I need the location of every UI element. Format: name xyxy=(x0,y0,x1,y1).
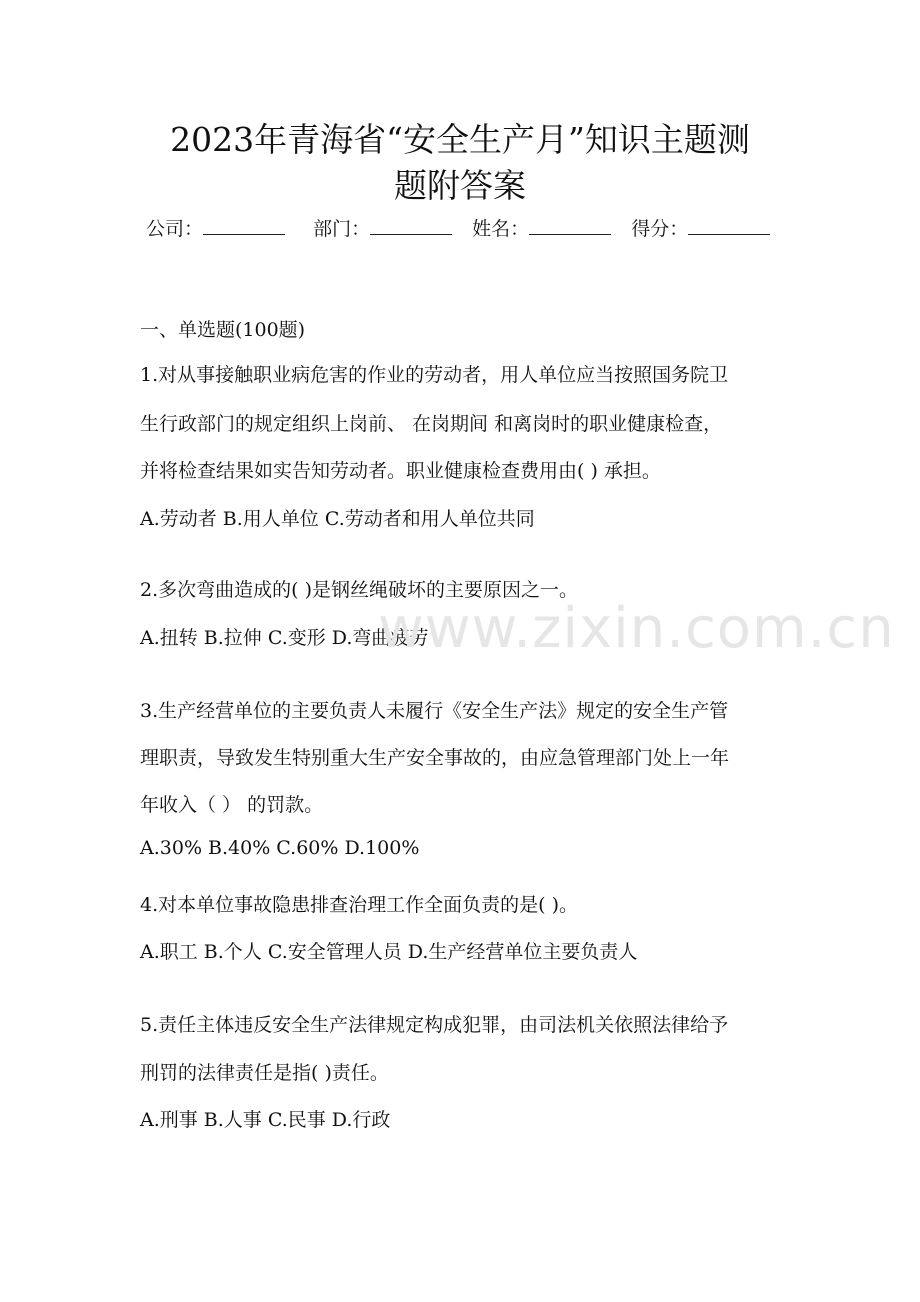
question-4-options: A.职工 B.个人 C.安全管理人员 D.生产经营单位主要负责人 xyxy=(140,941,638,963)
question-5-options: A.刑事 B.人事 C.民事 D.行政 xyxy=(140,1109,391,1131)
question-1-options: A.劳动者 B.用人单位 C.劳动者和用人单位共同 xyxy=(140,508,535,530)
question-5-line-1: 5.责任主体违反安全生产法律规定构成犯罪，由司法机关依照法律给予 xyxy=(140,1014,729,1036)
score-blank-line xyxy=(688,216,770,235)
department-label: 部门： xyxy=(313,218,371,240)
company-label: 公司： xyxy=(146,218,204,240)
info-fields-row xyxy=(146,216,786,242)
question-5-line-2: 刑罚的法律责任是指( )责任。 xyxy=(140,1062,389,1084)
score-field xyxy=(631,216,770,242)
question-2-line-1: 2.多次弯曲造成的( )是钢丝绳破坏的主要原因之一。 xyxy=(140,579,578,601)
question-3-line-2: 理职责，导致发生特别重大生产安全事故的，由应急管理部门处上一年 xyxy=(140,747,730,769)
question-1-line-2: 生行政部门的规定组织上岗前、 在岗期间 和离岗时的职业健康检查， xyxy=(140,413,723,435)
name-label: 姓名： xyxy=(472,218,530,240)
question-3-line-1: 3.生产经营单位的主要负责人未履行《安全生产法》规定的安全生产管 xyxy=(140,700,729,722)
document-title-line-1: 2023年青海省“安全生产月”知识主题测 xyxy=(170,120,750,159)
section-heading: 一、单选题(100题) xyxy=(140,319,306,341)
document-title-line-2: 题附答案 xyxy=(394,166,526,205)
question-3-line-3: 年收入（ ） 的罚款。 xyxy=(140,794,324,816)
watermark-text: www.zixin.com.cn xyxy=(378,596,895,661)
score-label: 得分： xyxy=(631,218,689,240)
question-1-line-1: 1.对从事接触职业病危害的作业的劳动者，用人单位应当按照国务院卫 xyxy=(140,364,729,386)
company-blank-line xyxy=(203,216,285,235)
department-field xyxy=(313,216,452,242)
company-field xyxy=(146,216,285,242)
name-field xyxy=(472,216,611,242)
name-blank-line xyxy=(529,216,611,235)
question-2-options: A.扭转 B.拉伸 C.变形 D.弯曲疲劳 xyxy=(140,627,429,649)
question-3-options: A.30% B.40% C.60% D.100% xyxy=(140,837,420,859)
question-4-line-1: 4.对本单位事故隐患排查治理工作全面负责的是( )。 xyxy=(140,894,578,916)
question-1-line-3: 并将检查结果如实告知劳动者。职业健康检查费用由( ) 承担。 xyxy=(140,460,661,482)
department-blank-line xyxy=(370,216,452,235)
